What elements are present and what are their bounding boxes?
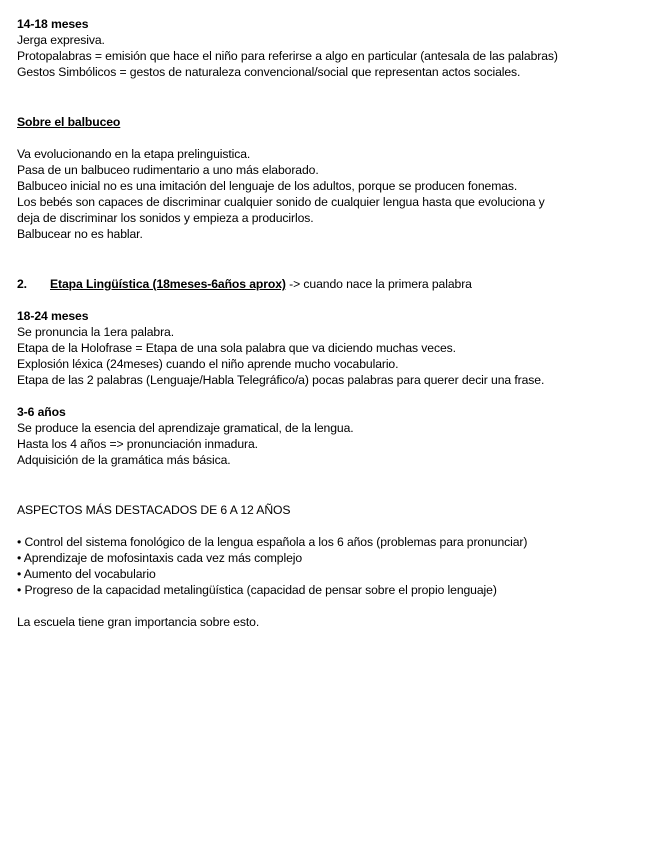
text-line: Balbucear no es hablar. [17, 227, 143, 241]
text-line: Adquisición de la gramática más básica. [17, 453, 231, 467]
heading-title: Etapa Lingüística (18meses-6años aprox) [50, 277, 286, 291]
section-heading-balbuceo: Sobre el balbuceo [17, 115, 121, 129]
heading-number: 2. [17, 277, 27, 291]
section-heading-18-24-meses: 18-24 meses [17, 309, 89, 323]
spacer [17, 598, 637, 614]
text-line: deja de discriminar los sonidos y empieza a producirlos. [17, 211, 314, 225]
numbered-heading-etapa-linguistica [17, 276, 637, 292]
spacer [17, 518, 637, 534]
spacer [17, 80, 637, 114]
text-line: Se produce la esencia del aprendizaje gramatical, de la lengua. [17, 421, 354, 435]
text-line: Se pronuncia la 1era palabra. [17, 325, 175, 339]
bullet-item: • Control del sistema fonológico de la lengua española a los 6 años (problemas para pronunciar) [17, 535, 528, 549]
bullet-item: • Aumento del vocabulario [17, 567, 156, 581]
section-heading-14-18-meses: 14-18 meses [17, 17, 89, 31]
text-line: Gestos Simbólicos = gestos de naturaleza convencional/social que representan actos sociales. [17, 65, 521, 79]
text-line: Hasta los 4 años => pronunciación inmadura. [17, 437, 258, 451]
document-page [17, 16, 637, 630]
text-line: Los bebés son capaces de discriminar cualquier sonido de cualquier lengua hasta que evoluciona y [17, 195, 545, 209]
text-line: Jerga expresiva. [17, 33, 105, 47]
text-line: Etapa de las 2 palabras (Lenguaje/Habla Telegráfico/a) pocas palabras para querer decir una frase. [17, 373, 545, 387]
spacer [17, 130, 637, 146]
spacer [17, 242, 637, 276]
section-heading-aspectos: ASPECTOS MÁS DESTACADOS DE 6 A 12 AÑOS [17, 503, 291, 517]
text-line: Explosión léxica (24meses) cuando el niño aprende mucho vocabulario. [17, 357, 399, 371]
text-line: Pasa de un balbuceo rudimentario a uno más elaborado. [17, 163, 319, 177]
bullet-item: • Aprendizaje de mofosintaxis cada vez más complejo [17, 551, 303, 565]
heading-suffix: -> cuando nace la primera palabra [285, 277, 472, 291]
text-line: Va evolucionando en la etapa prelinguistica. [17, 147, 251, 161]
section-heading-3-6-anos: 3-6 años [17, 405, 66, 419]
text-line: Balbuceo inicial no es una imitación del lenguaje de los adultos, porque se producen fonemas. [17, 179, 518, 193]
spacer [17, 388, 637, 404]
closing-line: La escuela tiene gran importancia sobre esto. [17, 615, 260, 629]
bullet-item: • Progreso de la capacidad metalingüística (capacidad de pensar sobre el propio lenguaje) [17, 583, 497, 597]
text-line: Protopalabras = emisión que hace el niño para referirse a algo en particular (antesala de las palabras) [17, 49, 558, 63]
spacer [17, 292, 637, 308]
text-line: Etapa de la Holofrase = Etapa de una sola palabra que va diciendo muchas veces. [17, 341, 456, 355]
spacer [17, 468, 637, 502]
